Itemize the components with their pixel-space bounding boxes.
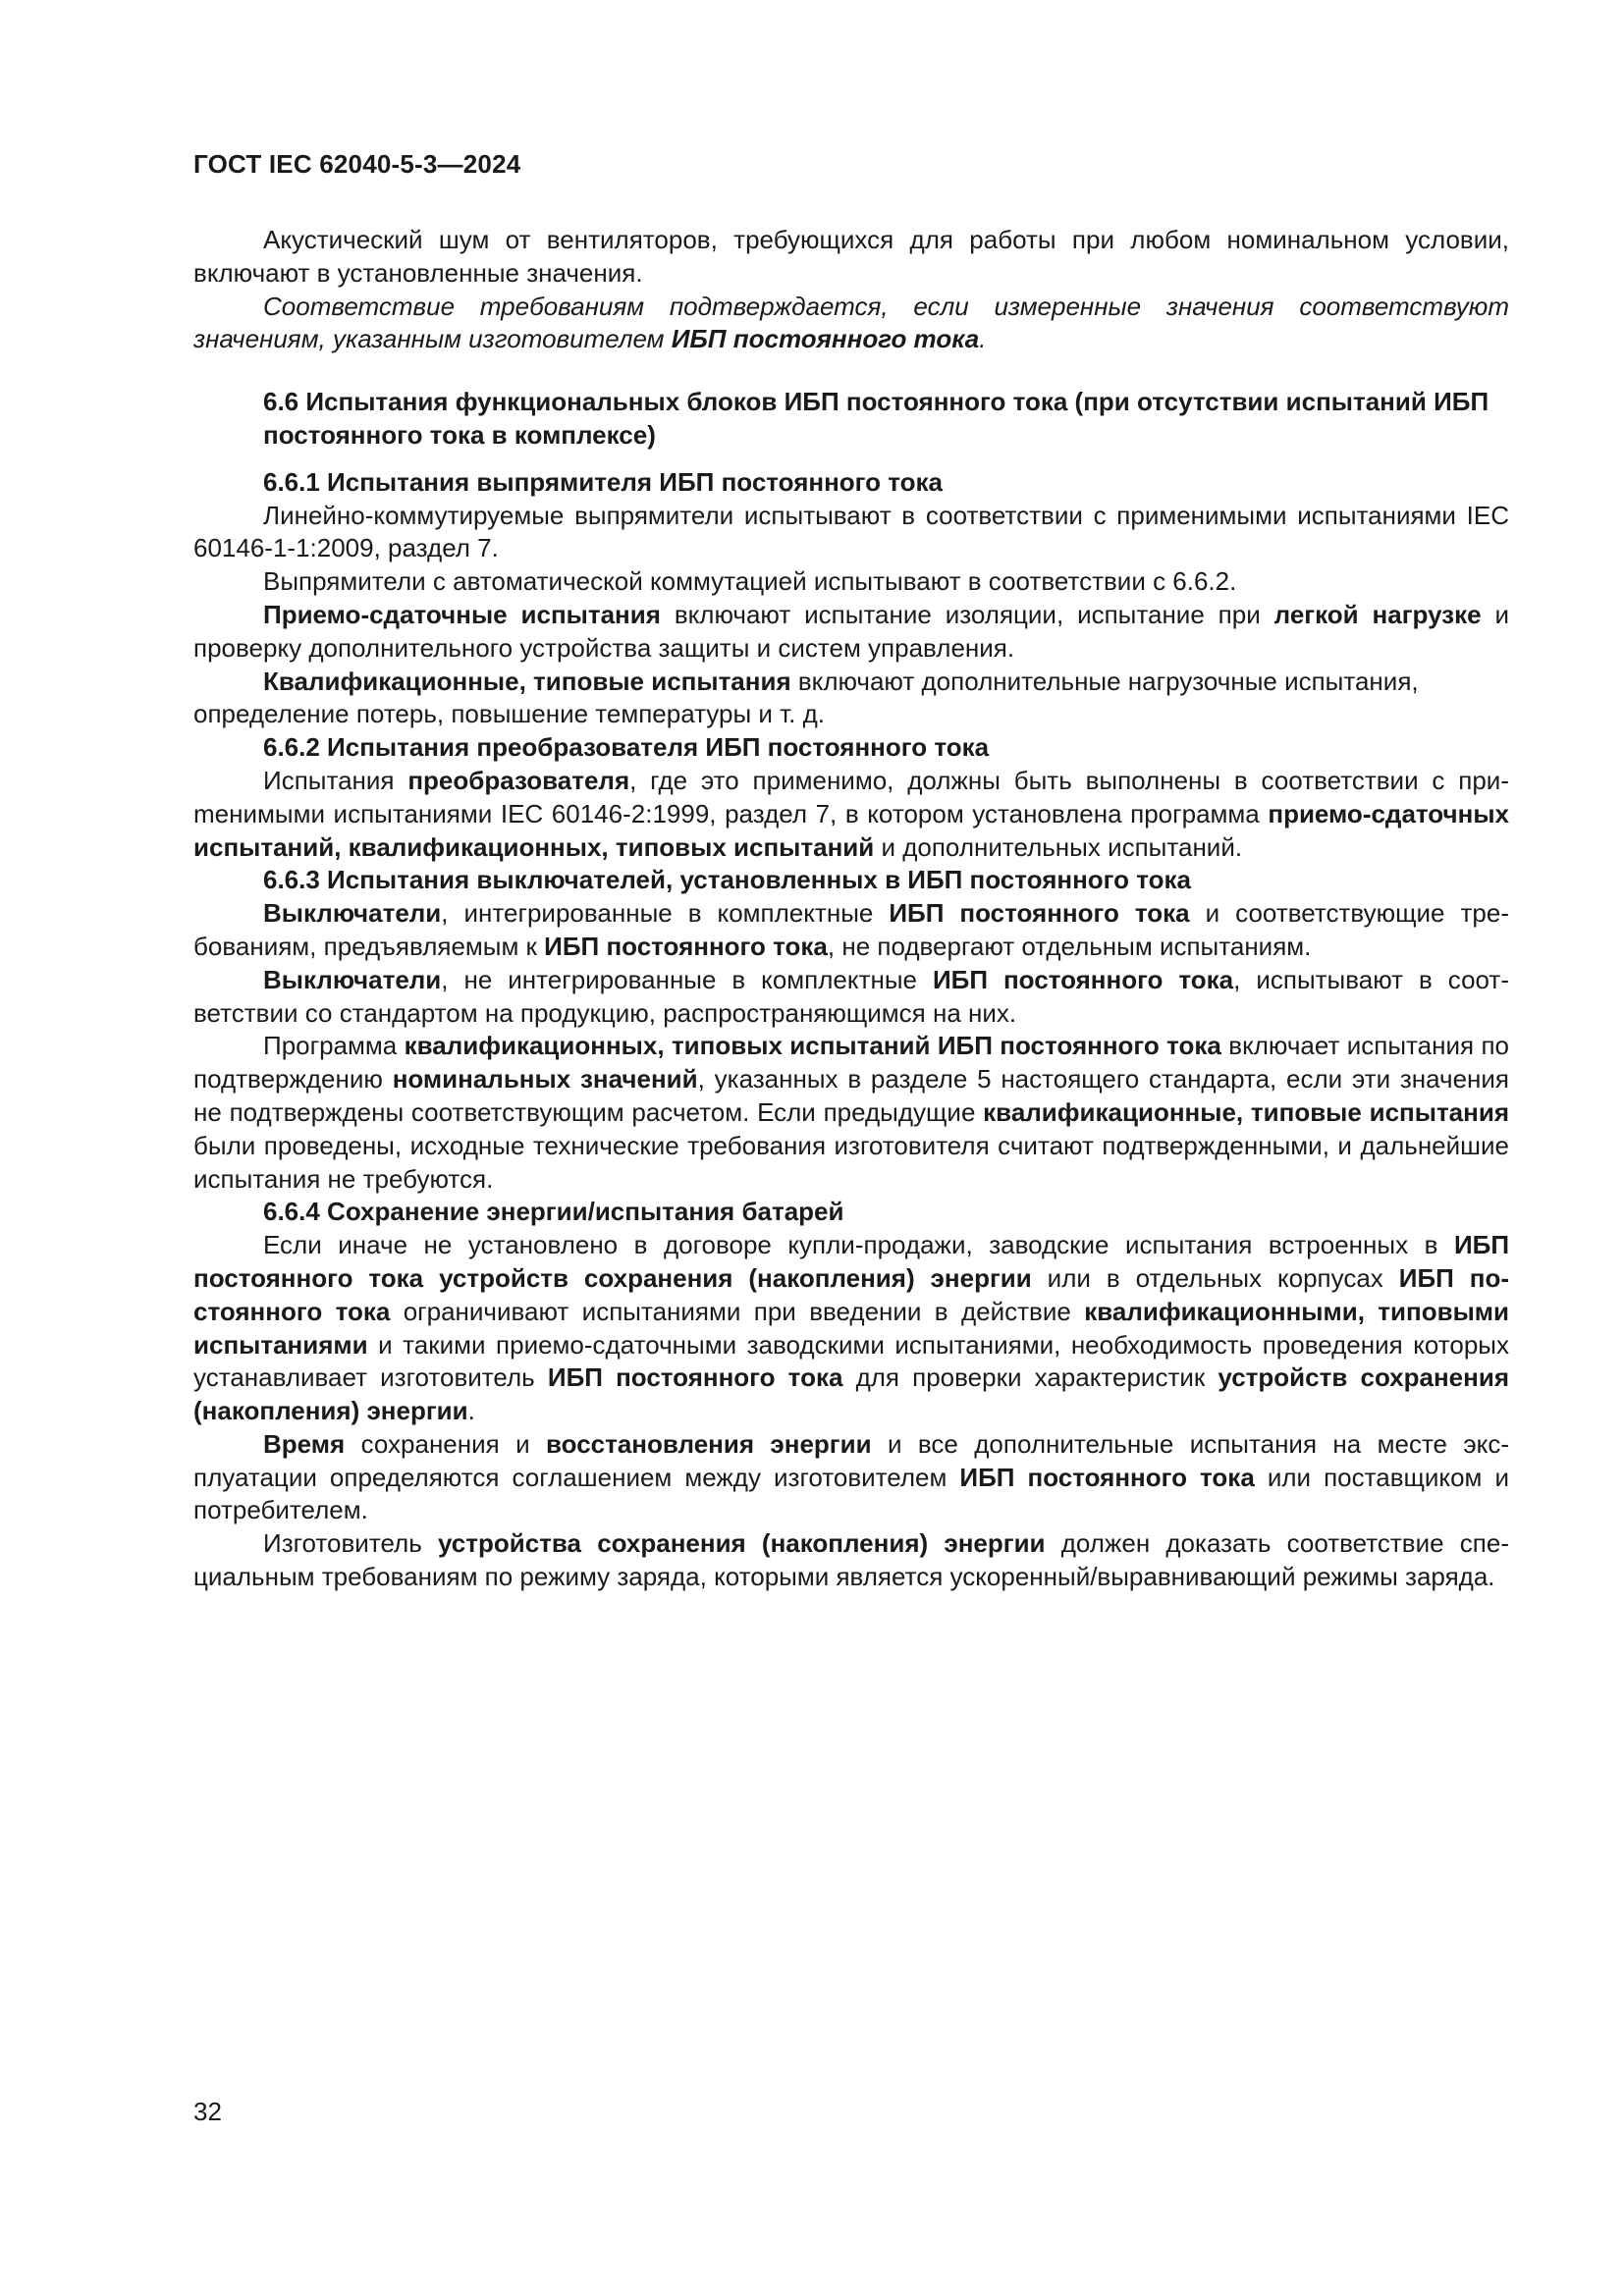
paragraph-manufacturer-proof: Изготовитель устройства сохранения (накопления) энергии должен доказать соответствие специальным требованиям по режиму заряда, которыми является ускоренный/выравнивающий режимы заряда. [193,1528,1509,1592]
paragraph-self-commutated: Выпрямители с автоматической коммутацией испытывают в соответствии с 6.6.2. [263,566,1237,597]
paragraph-non-integrated-switches: Выключатели, не интегрированные в комплектные ИБП постоянного тока, испытывают в соответствии со стандартом на продукцию, распространяющимся на них. [193,964,1509,1028]
paragraph-converter-tests: Испытания преобразователя, где это применимо, должны быть выполнены в соответствии с приmенимыми испытаниями IEC 60146-2:1999, раздел 7, в котором установлена программа приемо-сдаточных испытаний, квалификационных, типовых испытаний и дополнительных испытаний. [193,765,1509,862]
paragraph-type-tests: Квалификационные, типовые испытания включают дополнительные нагрузочные испытания, определение потерь, повышение температуры и т. д. [193,666,1419,729]
page-number: 32 [193,2097,222,2126]
section-heading-6-6: 6.6 Испытания функциональных блоков ИБП постоянного тока (при отсутствии испытаний ИБП постоянного тока в комплексе) [263,387,1489,450]
paragraph-test-program: Программа квалификационных, типовых испытаний ИБП постоянного тока включает испытания по подтверждению номинальных значений, указанных в разделе 5 настоящего стандарта, если эти значения не подтверждены соответствующим расчетом. Если предыдущие квалификационные, типовые испытания были проведены, исходные технические требования изготовителя считают подтвержденными, и дальнейшие испытания не требуются. [193,1031,1510,1194]
paragraph-integrated-switches: Выключатели, интегрированные в комплектные ИБП постоянного тока и соответствующие требованиям, предъявляемым к ИБП постоянного тока, не подвергают отдельным испытаниям. [193,898,1509,961]
paragraph-storage-time: Время сохранения и восстановления энергии и все дополнительные испытания на месте эксплуатации определяются соглашением между изготовителем ИБП постоянного тока или поставщиком и потребителем. [193,1428,1510,1525]
document-body [193,224,1509,1594]
section-heading-6-6-1: 6.6.1 Испытания выпрямителя ИБП постоянного тока [263,466,944,497]
section-heading-6-6-4: 6.6.4 Сохранение энергии/испытания батарей [263,1197,844,1227]
paragraph-factory-tests: Если иначе не установлено в договоре купли-продажи, заводские испытания встроенных в ИБП постоянного тока устройств сохранения (накопления) энергии или в отдельных корпусах ИБП постоянного тока ограничивают испытаниями при введении в действие квалификационными, типовыми испытаниями и такими приемо-сдаточными заводскими испытаниями, необходимость проведения которых устанавливает изготовитель ИБП постоянного тока для проверки характеристик устройств сохранения (накопления) энергии. [193,1230,1510,1426]
document-header: ГОСТ IEC 62040-5-3—2024 [193,149,521,179]
paragraph-compliance: Соответствие требованиям подтверждается, если измеренные значения соответствуют значениям, указанным изготовителем ИБП постоянного тока. [193,291,1509,354]
section-heading-6-6-3: 6.6.3 Испытания выключателей, установленных в ИБП постоянного тока [263,865,1191,895]
paragraph-line-commutated: Линейно-коммутируемые выпрямители испытывают в соответствии с применимыми испытаниями IEC 60146-1-1:2009, раздел 7. [193,500,1509,563]
paragraph-routine-tests: Приемо-сдаточные испытания включают испытание изоляции, испытание при легкой нагрузке и проверку дополнительного устройства защиты и систем управления. [193,599,1509,663]
paragraph-acoustic-noise: Акустический шум от вентиляторов, требующихся для работы при любом номинальном условии, включают в установленные значения. [193,225,1509,288]
section-heading-6-6-2: 6.6.2 Испытания преобразователя ИБП постоянного тока [263,732,990,763]
